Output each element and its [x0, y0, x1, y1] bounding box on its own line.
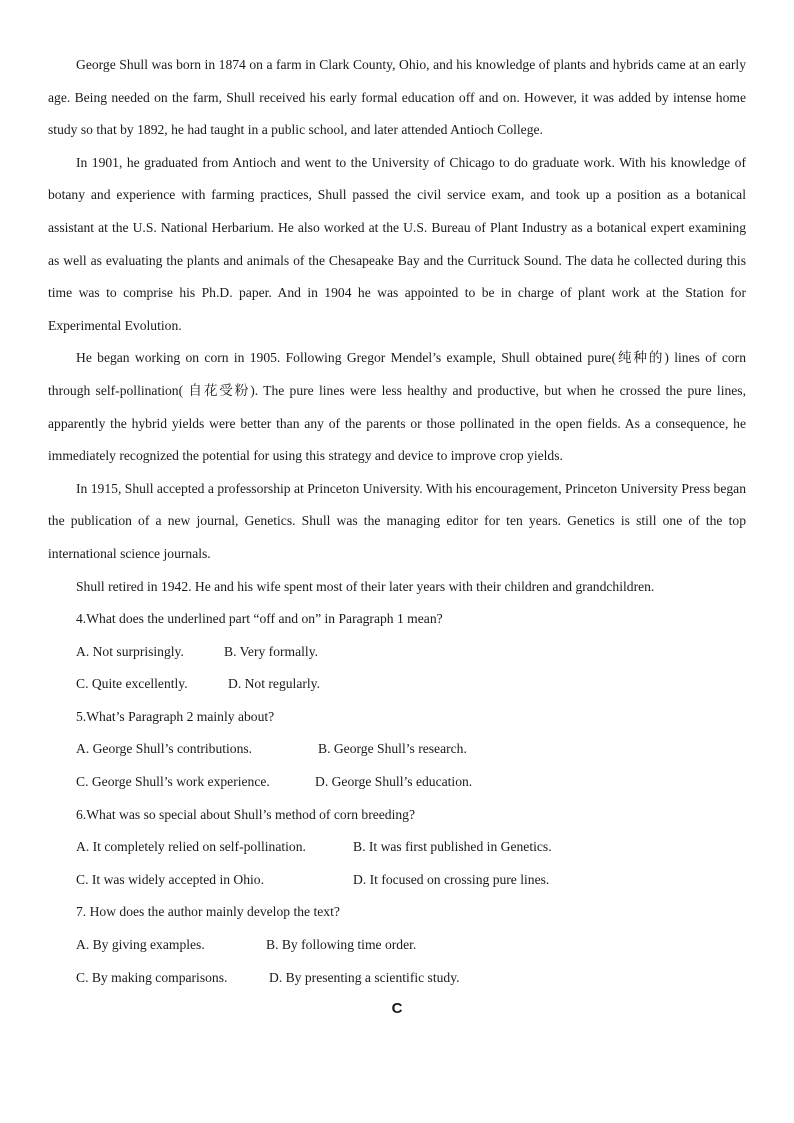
question-5-option-c[interactable]: C. George Shull’s work experience. [76, 774, 270, 790]
passage-paragraph-5: Shull retired in 1942. He and his wife spent most of their later years with their children and grandchildren. [76, 578, 655, 594]
passage-paragraph-4: In 1915, Shull accepted a professorship at Princeton University. With his encouragement, Princeton University Press began the publication of a new journal, Genetics. Shull was the managing editor for ten years. Genetics is still one of the top international science journals. [48, 480, 746, 561]
question-7-option-b[interactable]: B. By following time order. [266, 937, 417, 953]
question-7-stem: 7. How does the author mainly develop the text? [76, 904, 340, 920]
question-4-option-d[interactable]: D. Not regularly. [228, 676, 320, 692]
question-5-options-row-1 [76, 733, 746, 766]
question-6-stem: 6.What was so special about Shull’s method of corn breeding? [76, 806, 416, 822]
question-5-option-b[interactable]: B. George Shull’s research. [318, 741, 467, 757]
document-page [48, 49, 746, 994]
question-6-option-b[interactable]: B. It was first published in Genetics. [353, 839, 552, 855]
question-5-stem: 5.What’s Paragraph 2 mainly about? [76, 708, 275, 724]
question-4-option-a[interactable]: A. Not surprisingly. [76, 643, 184, 659]
question-6-option-d[interactable]: D. It focused on crossing pure lines. [353, 871, 550, 887]
question-4-options-row-1 [76, 636, 746, 669]
question-5-option-a[interactable]: A. George Shull’s contributions. [76, 741, 253, 757]
passage-paragraph-3: He began working on corn in 1905. Following Gregor Mendel’s example, Shull obtained pure(纯种的) lines of corn through self-pollination( 自花受粉). The pure lines were less healthy and productive, but when he crossed the pure lines, apparently the hybrid yields were better than any of the parents or those pollinated in the open fields. As a consequence, he immediately recognized the potential for using this strategy and device to improve crop yields. [48, 350, 746, 464]
question-5-options-row-2 [76, 766, 746, 799]
question-4-option-b[interactable]: B. Very formally. [224, 643, 319, 659]
passage-paragraph-2: In 1901, he graduated from Antioch and went to the University of Chicago to do graduate work. With his knowledge of botany and experience with farming practices, Shull passed the civil service exam, and took up a position as a botanical assistant at the U.S. National Herbarium. He also worked at the U.S. Bureau of Plant Industry as a botanical expert examining as well as evaluating the plants and animals of the Chesapeake Bay and the Currituck Sound. The data he collected during this time was to comprise his Ph.D. paper. And in 1904 he was appointed to be in charge of plant work at the Station for Experimental Evolution. [48, 154, 746, 333]
question-6-options-row-1 [76, 831, 746, 864]
question-4-stem: 4.What does the underlined part “off and on” in Paragraph 1 mean? [76, 611, 443, 627]
question-7-options-row-1 [76, 929, 746, 962]
question-7-option-d[interactable]: D. By presenting a scientific study. [269, 969, 460, 985]
question-5-option-d[interactable]: D. George Shull’s education. [315, 774, 473, 790]
question-7-option-a[interactable]: A. By giving examples. [76, 937, 205, 953]
question-7-options-row-2 [76, 962, 746, 995]
passage-paragraph-1: George Shull was born in 1874 on a farm in Clark County, Ohio, and his knowledge of plants and hybrids came at an early age. Being needed on the farm, Shull received his early formal education off and on. However, it was added by intense home study so that by 1892, he had taught in a public school, and later attended Antioch College. [48, 57, 746, 138]
section-heading-c: C [391, 1000, 403, 1017]
question-4-options-row-2 [76, 668, 746, 701]
question-4-option-c[interactable]: C. Quite excellently. [76, 676, 188, 692]
question-6-option-a[interactable]: A. It completely relied on self-pollination. [76, 839, 306, 855]
question-6-option-c[interactable]: C. It was widely accepted in Ohio. [76, 871, 264, 887]
question-7-option-c[interactable]: C. By making comparisons. [76, 969, 228, 985]
question-6-options-row-2 [76, 864, 746, 897]
